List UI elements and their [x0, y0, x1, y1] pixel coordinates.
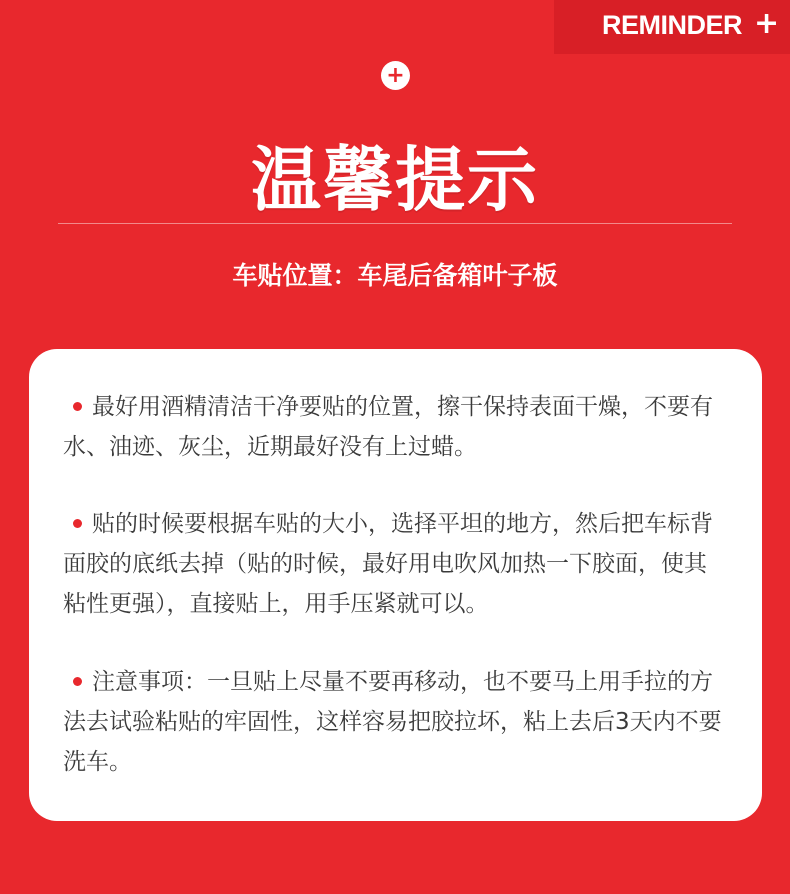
plus-circle-icon: [381, 61, 410, 90]
plus-glyph: +: [386, 62, 405, 88]
divider: [58, 223, 732, 224]
tip-item: [63, 387, 728, 467]
bullet-icon: [73, 677, 82, 686]
tips-card: [29, 349, 762, 821]
tip-text: 贴的时候要根据车贴的大小，选择平坦的地方，然后把车标背面胶的底纸去掉（贴的时候，最好用电吹风加热一下胶面，使其粘性更强），直接贴上，用手压紧就可以。: [63, 511, 713, 617]
tip-item: [63, 662, 728, 782]
bullet-icon: [73, 402, 82, 411]
bullet-icon: [73, 519, 82, 528]
tip-item: [63, 504, 728, 624]
tip-text: 最好用酒精清洁干净要贴的位置，擦干保持表面干燥，不要有水、油迹、灰尘，近期最好没有上过蜡。: [63, 394, 713, 460]
tip-text: 注意事项：一旦贴上尽量不要再移动，也不要马上用手拉的方法去试验粘贴的牢固性，这样容易把胶拉坏，粘上去后3天内不要洗车。: [63, 669, 722, 775]
reminder-label: REMINDER: [602, 10, 743, 40]
sticker-position-subtitle: 车贴位置：车尾后备箱叶子板: [232, 261, 558, 290]
page-title: 温馨提示: [251, 139, 539, 221]
plus-icon: +: [754, 6, 780, 41]
